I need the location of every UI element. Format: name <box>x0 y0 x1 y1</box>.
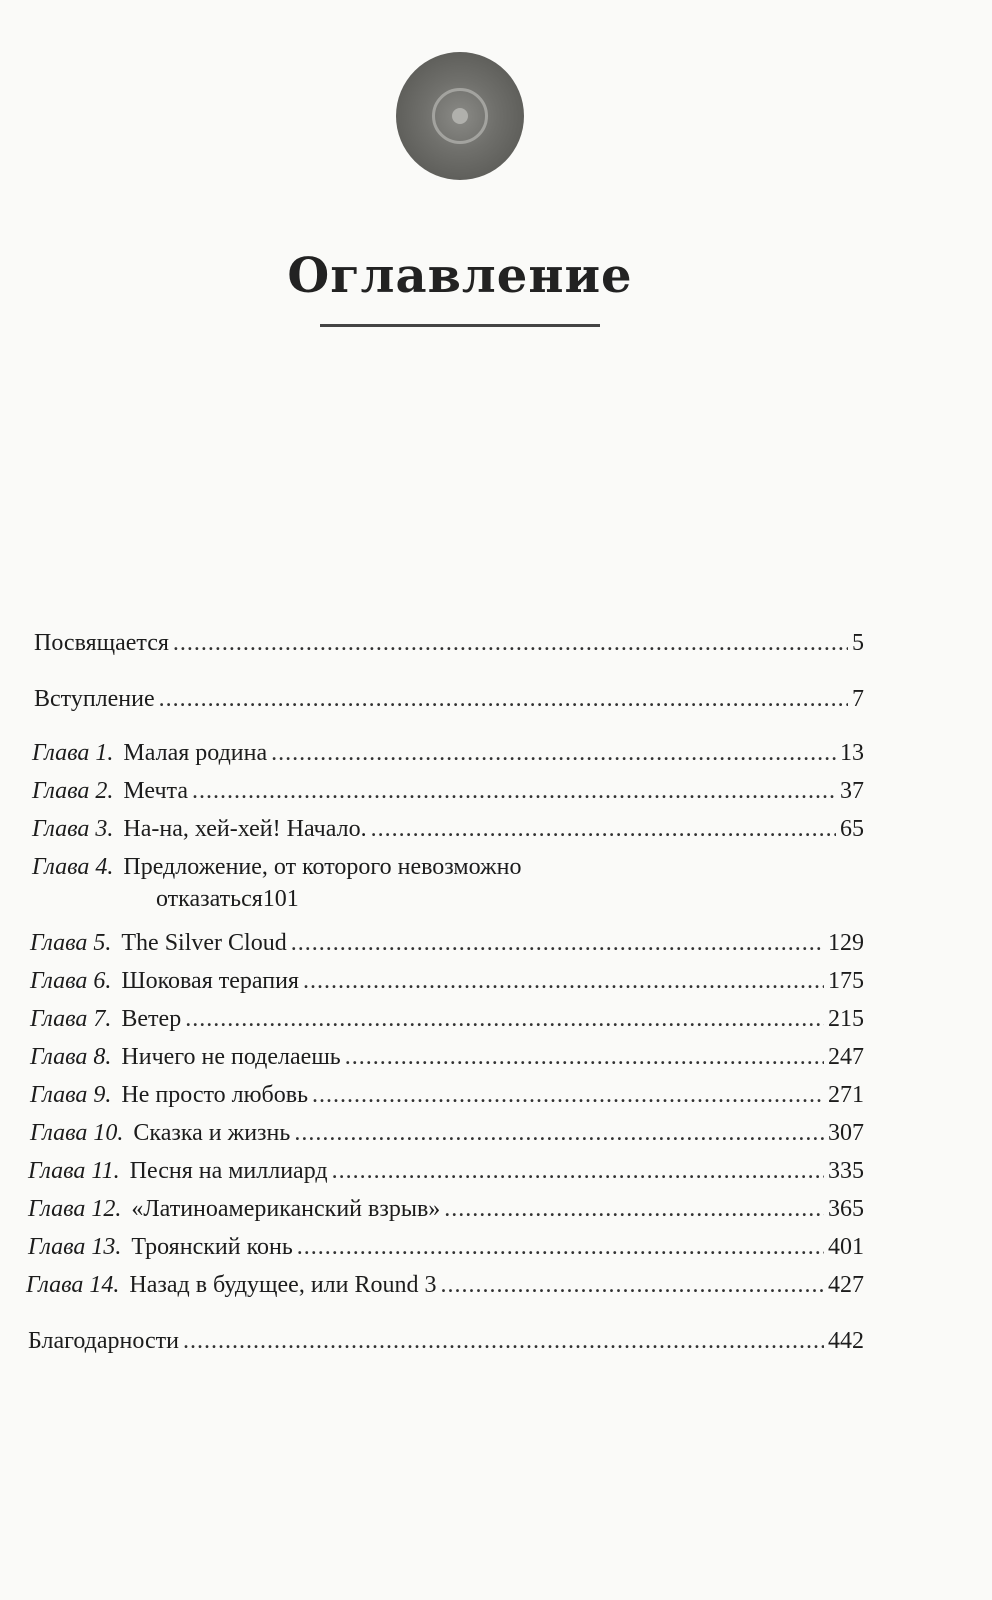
leader-dots <box>159 684 848 714</box>
leader-dots <box>441 1270 824 1300</box>
toc-entry-chapter-7[interactable] <box>30 1000 864 1034</box>
toc-entry-chapter-2[interactable] <box>32 772 864 806</box>
chapter-title: The Silver Cloud <box>121 930 287 956</box>
leader-dots <box>291 928 824 958</box>
leader-dots <box>332 1156 824 1186</box>
chapter-number: Глава 6. <box>30 968 112 994</box>
toc-entry-chapter-4[interactable] <box>32 848 864 882</box>
toc-entry-dedication[interactable] <box>34 624 864 658</box>
disc-emblem-icon <box>396 52 524 180</box>
chapter-title: Малая родина <box>123 740 268 766</box>
chapter-title: Шоковая терапия <box>121 968 299 994</box>
leader-dots <box>297 1232 824 1262</box>
page-number: 5 <box>852 630 864 656</box>
chapter-number: Глава 14. <box>26 1272 120 1298</box>
toc-entry-chapter-13[interactable] <box>28 1228 864 1262</box>
leader-dots <box>312 1080 824 1110</box>
chapter-number: Глава 10. <box>30 1120 124 1146</box>
toc-entry-chapter-12[interactable] <box>28 1190 864 1224</box>
toc-entry-chapter-14[interactable] <box>26 1266 864 1300</box>
page-number: 307 <box>828 1120 864 1146</box>
page-number: 401 <box>828 1234 864 1260</box>
chapter-number: Глава 2. <box>32 778 114 804</box>
page-number: 247 <box>828 1044 864 1070</box>
chapter-number: Глава 13. <box>28 1234 122 1260</box>
toc-entry-chapter-8[interactable] <box>30 1038 864 1072</box>
page-number: 365 <box>828 1196 864 1222</box>
page-number: 271 <box>828 1082 864 1108</box>
toc-entry-chapter-4-continuation[interactable] <box>156 880 864 914</box>
chapter-number: Глава 12. <box>28 1196 122 1222</box>
chapter-title: Песня на миллиард <box>129 1158 328 1184</box>
page-number: 427 <box>828 1272 864 1298</box>
toc-entry-chapter-5[interactable] <box>30 924 864 958</box>
chapter-number: Глава 5. <box>30 930 112 956</box>
leader-dots <box>173 628 848 658</box>
page-number: 215 <box>828 1006 864 1032</box>
toc-entry-chapter-6[interactable] <box>30 962 864 996</box>
page-number: 335 <box>828 1158 864 1184</box>
chapter-number: Глава 3. <box>32 816 114 842</box>
toc-entry-chapter-10[interactable] <box>30 1114 864 1148</box>
leader-dots <box>345 1042 824 1072</box>
leader-dots <box>444 1194 824 1224</box>
entry-label: Посвящается <box>34 630 169 656</box>
chapter-title: Сказка и жизнь <box>133 1120 291 1146</box>
toc-entry-chapter-1[interactable] <box>32 734 864 768</box>
page-number: 7 <box>852 686 864 712</box>
chapter-title: Назад в будущее, или Round 3 <box>129 1272 437 1298</box>
chapter-number: Глава 4. <box>32 854 114 880</box>
page-number: 129 <box>828 930 864 956</box>
toc-entry-chapter-9[interactable] <box>30 1076 864 1110</box>
page-number: 442 <box>828 1328 864 1354</box>
chapter-number: Глава 7. <box>30 1006 112 1032</box>
entry-label: Благодарности <box>28 1328 179 1354</box>
chapter-title: «Латиноамериканский взрыв» <box>131 1196 441 1222</box>
leader-dots <box>303 966 824 996</box>
chapter-title: На-на, хей-хей! Начало. <box>123 816 367 842</box>
chapter-title-continuation: отказаться <box>156 886 263 912</box>
leader-dots <box>185 1004 824 1034</box>
toc-entry-chapter-11[interactable] <box>28 1152 864 1186</box>
leader-dots <box>294 1118 824 1148</box>
page-number: 37 <box>840 778 864 804</box>
chapter-title: Троянский конь <box>131 1234 293 1260</box>
chapter-title: Предложение, от которого невозможно <box>123 854 522 880</box>
leader-dots <box>183 1326 824 1356</box>
page-number: 13 <box>840 740 864 766</box>
chapter-number: Глава 11. <box>28 1158 120 1184</box>
leader-dots <box>271 738 836 768</box>
chapter-number: Глава 8. <box>30 1044 112 1070</box>
entry-label: Вступление <box>34 686 155 712</box>
chapter-title: Ничего не поделаешь <box>121 1044 341 1070</box>
chapter-number: Глава 9. <box>30 1082 112 1108</box>
chapter-title: Не просто любовь <box>121 1082 309 1108</box>
page-number: 101 <box>262 886 299 912</box>
chapter-number: Глава 1. <box>32 740 114 766</box>
page-number: 175 <box>828 968 864 994</box>
page-title: Оглавление <box>287 248 633 304</box>
leader-dots <box>192 776 836 806</box>
leader-dots <box>371 814 836 844</box>
toc-entry-chapter-3[interactable] <box>32 810 864 844</box>
chapter-title: Ветер <box>121 1006 182 1032</box>
toc-entry-introduction[interactable] <box>34 680 864 714</box>
chapter-title: Мечта <box>123 778 188 804</box>
toc-entry-acknowledgements[interactable] <box>28 1322 864 1356</box>
title-underline <box>320 324 600 327</box>
page-number: 65 <box>840 816 864 842</box>
